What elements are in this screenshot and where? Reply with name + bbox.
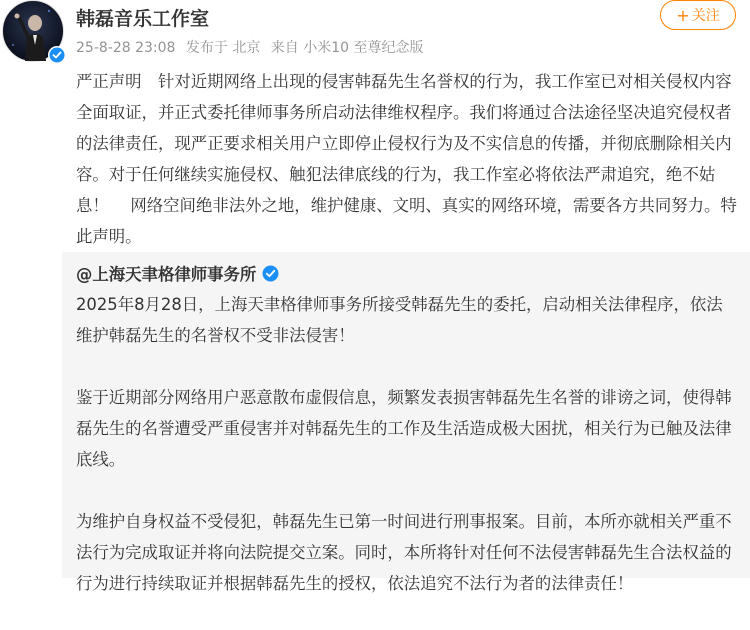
quoted-paragraph: 为维护自身权益不受侵犯，韩磊先生已第一时间进行刑事报案。目前，本所亦就相关严重不法行为完成取证并将向法院提交立案。同时，本所将针对任何不法侵害韩磊先生合法权益的行为进行持续取证并根据韩磊先生的授权，依法追究不法行为者的法律责任！ [76,512,732,593]
verified-badge-icon [262,265,279,282]
post-meta [76,37,430,57]
follow-button[interactable] [660,0,736,30]
post-text: 严正声明 针对近期网络上出现的侵害韩磊先生名誉权的行为，我工作室已对相关侵权内容全面取证，并正式委托律师事务所启动法律维权程序。我们将通过合法途径坚决追究侵权者的法律责任，现严正要求相关用户立即停止侵权行为及不实信息的传播，并彻底删除相关内容。对于任何继续实施侵权、触犯法律底线的行为，我工作室必将依法严肃追究，绝不姑息！ 网络空间绝非法外之地，维护健康、文明、真实的网络环境，需要各方共同努力。特此声明。 [76,72,737,246]
quoted-post-author[interactable] [76,261,279,285]
quoted-author-name[interactable]: @上海天聿格律师事务所 [76,265,257,284]
quoted-post[interactable] [62,252,750,593]
post-date[interactable]: 25-8-28 23:08 [76,40,176,56]
quoted-post-body [76,289,738,630]
username[interactable]: 韩磊音乐工作室 [76,8,210,30]
verified-badge-icon [48,46,66,64]
quoted-paragraph: 2025年8月28日，上海天聿格律师事务所接受韩磊先生的委托，启动相关法律程序，依法维护韩磊先生的名誉权不受非法侵害！ [76,295,723,345]
follow-label: 关注 [691,8,720,24]
post-source: 来自 小米10 至尊纪念版 [270,40,424,56]
avatar-container[interactable] [2,0,64,62]
post-location: 发布于 北京 [185,40,261,56]
plus-icon: + [676,5,690,25]
quoted-paragraph: 鉴于近期部分网络用户恶意散布虚假信息，频繁发表损害韩磊先生名誉的诽谤之词，使得韩磊先生的名誉遭受严重侵害并对韩磊先生的工作及生活造成极大困扰，相关行为已触及法律底线。 [76,388,732,469]
